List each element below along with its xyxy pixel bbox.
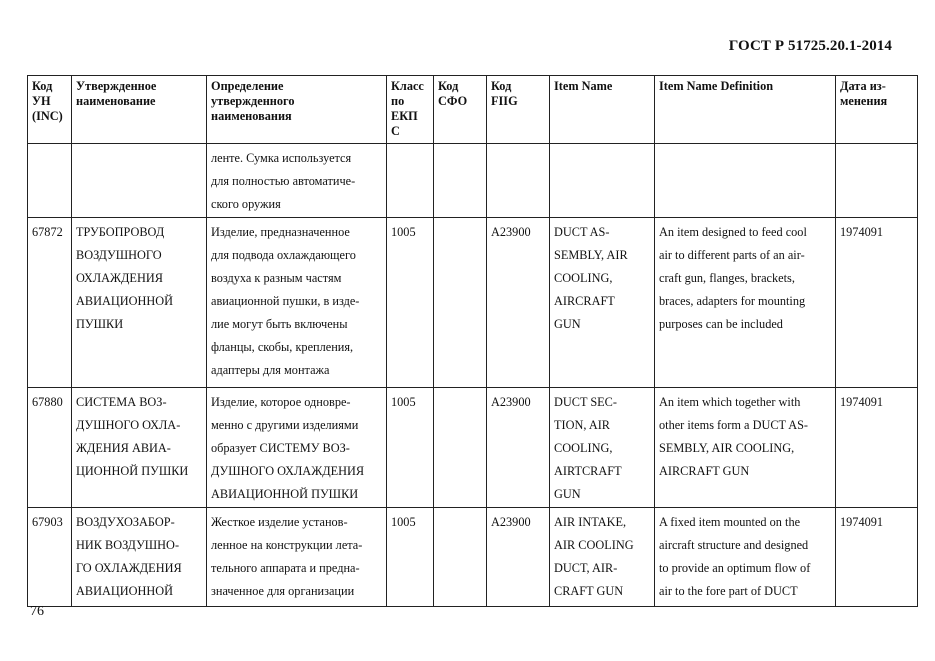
cell-ekps-class: 1005 [387, 218, 434, 388]
table-row [28, 508, 918, 607]
cell-definition: ленте. Сумка используется для полностью автоматиче- ского оружия [207, 144, 387, 218]
cell-ekps-class [387, 144, 434, 218]
cell-approved-name [72, 144, 207, 218]
cell-inc-code [28, 144, 72, 218]
cell-fiig-code [487, 144, 550, 218]
cell-fiig-code: A23900 [487, 508, 550, 607]
table-row [28, 388, 918, 508]
cell-inc-code: 67872 [28, 218, 72, 388]
col-header-inc-code: Код УН (INC) [28, 76, 72, 144]
page-number: 76 [30, 604, 44, 619]
cell-change-date: 1974091 [836, 388, 918, 508]
cell-item-name: DUCT AS- SEMBLY, AIR COOLING, AIRCRAFT GUN [550, 218, 655, 388]
cell-fiig-code: A23900 [487, 218, 550, 388]
cell-definition: Изделие, предназначенное для подвода охлаждающего воздуха к разным частям авиационной пушки, в изде- лие могут быть включены фланцы, скобы, крепления, адаптеры для монтажа [207, 218, 387, 388]
cell-fiig-code: A23900 [487, 388, 550, 508]
cell-sfo-code [434, 388, 487, 508]
col-header-change-date: Дата из- менения [836, 76, 918, 144]
col-header-fiig-code: Код FIIG [487, 76, 550, 144]
col-header-sfo-code: Код СФО [434, 76, 487, 144]
cell-change-date [836, 144, 918, 218]
table-header-row [28, 76, 918, 144]
cell-item-name-definition: An item which together with other items form a DUCT AS- SEMBLY, AIR COOLING, AIRCRAFT GUN [655, 388, 836, 508]
standard-code: ГОСТ Р 51725.20.1-2014 [728, 38, 892, 54]
table-row [28, 218, 918, 388]
cell-sfo-code [434, 218, 487, 388]
cell-item-name-definition: A fixed item mounted on the aircraft structure and designed to provide an optimum flow of air to the fore part of DUCT [655, 508, 836, 607]
nomenclature-table [27, 75, 918, 607]
col-header-definition: Определение утвержденного наименования [207, 76, 387, 144]
cell-change-date: 1974091 [836, 218, 918, 388]
cell-inc-code: 67903 [28, 508, 72, 607]
cell-item-name-definition: An item designed to feed cool air to different parts of an air- craft gun, flanges, brackets, braces, adapters for mounting purposes can be included [655, 218, 836, 388]
cell-change-date: 1974091 [836, 508, 918, 607]
cell-definition: Изделие, которое одновре- менно с другими изделиями образует СИСТЕМУ ВОЗ- ДУШНОГО ОХЛАЖДЕНИЯ АВИАЦИОННОЙ ПУШКИ [207, 388, 387, 508]
col-header-item-name: Item Name [550, 76, 655, 144]
cell-ekps-class: 1005 [387, 388, 434, 508]
cell-item-name: AIR INTAKE, AIR COOLING DUCT, AIR- CRAFT GUN [550, 508, 655, 607]
table-row [28, 144, 918, 218]
cell-approved-name: ТРУБОПРОВОД ВОЗДУШНОГО ОХЛАЖДЕНИЯ АВИАЦИОННОЙ ПУШКИ [72, 218, 207, 388]
cell-ekps-class: 1005 [387, 508, 434, 607]
cell-item-name [550, 144, 655, 218]
cell-sfo-code [434, 508, 487, 607]
col-header-ekps-class: Класс по ЕКП С [387, 76, 434, 144]
cell-sfo-code [434, 144, 487, 218]
col-header-item-name-definition: Item Name Definition [655, 76, 836, 144]
cell-approved-name: ВОЗДУХОЗАБОР- НИК ВОЗДУШНО- ГО ОХЛАЖДЕНИЯ АВИАЦИОННОЙ [72, 508, 207, 607]
cell-item-name-definition [655, 144, 836, 218]
cell-definition: Жесткое изделие установ- ленное на конструкции лета- тельного аппарата и предна- значенное для организации [207, 508, 387, 607]
col-header-approved-name: Утвержденное наименование [72, 76, 207, 144]
cell-approved-name: СИСТЕМА ВОЗ- ДУШНОГО ОХЛА- ЖДЕНИЯ АВИА- ЦИОННОЙ ПУШКИ [72, 388, 207, 508]
cell-item-name: DUCT SEC- TION, AIR COOLING, AIRTCRAFT GUN [550, 388, 655, 508]
cell-inc-code: 67880 [28, 388, 72, 508]
